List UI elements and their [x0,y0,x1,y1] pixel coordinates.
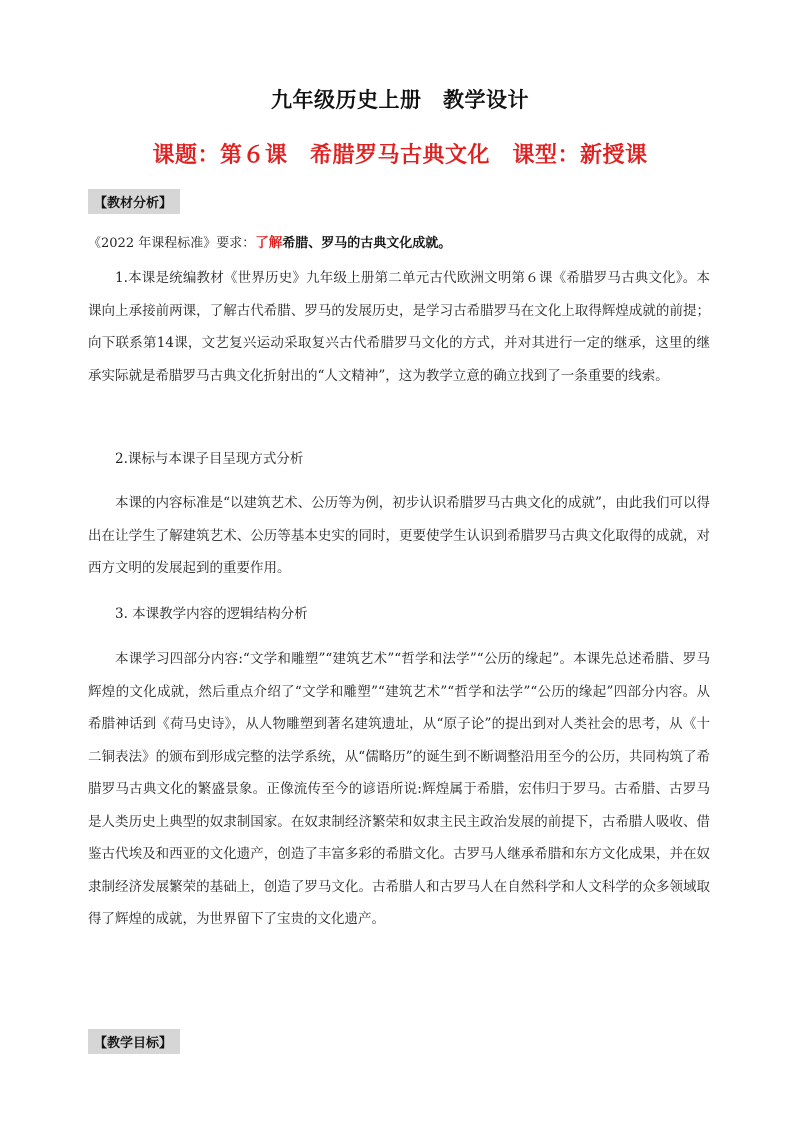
curriculum-standard-line [88,231,451,251]
paragraph-item-2: 本课的内容标准是“以建筑艺术、公历等为例，初步认识希腊罗马古典文化的成就”，由此我们可以得出在让学生了解建筑艺术、公历等基本史实的同时，更要使学生认识到希腊罗马古典文化取得的成就，对西方文明的发展起到的重要作用。 [88,495,710,576]
standard-keyword: 了解 [255,235,283,251]
paragraph-item-3: 本课学习四部分内容:“文学和雕塑”“建筑艺术”“哲学和法学”“公历的缘起”。本课先总述希腊、罗马辉煌的文化成就，然后重点介绍了“文学和雕塑”“建筑艺术”“哲学和法学”“公历的缘起”四部分内容。从希腊神话到《荷马史诗》，从人物雕塑到著名建筑遗址，从“原子论”的提出到对人类社会的思考，从《十二铜表法》的颁布到形成完整的法学系统，从“儒略历”的诞生到不断调整沿用至今的公历，共同构筑了希腊罗马古典文化的繁盛景象。正像流传至今的谚语所说:辉煌属于希腊，宏伟归于罗马。古希腊、古罗马是人类历史上典型的奴隶制国家。在奴隶制经济繁荣和奴隶主民主政治发展的前提下，古希腊人吸收、借鉴古代埃及和西亚的文化遗产，创造了丰富多彩的希腊文化。古罗马人继承希腊和东方文化成果，并在奴隶制经济发展繁荣的基础上，创造了罗马文化。古希腊人和古罗马人在自然科学和人文科学的众多领域取得了辉煌的成就，为世界留下了宝贵的文化遗产。 [88,651,710,927]
heading-item-2: 2.课标与本课子目呈现方式分析 [115,451,304,467]
section-tag-teaching-objectives: 【教学目标】 [88,1029,180,1054]
standard-prefix: 《2022 年课程标准》要求： [88,236,256,251]
lesson-subtitle: 课题：第６课 希腊罗马古典文化 课型：新授课 [152,142,648,168]
document-title: 九年级历史上册 教学设计 [271,87,529,112]
standard-requirement: 希腊、罗马的古典文化成就。 [282,236,452,251]
heading-item-3: 3. 本课教学内容的逻辑结构分析 [115,606,308,622]
paragraph-item-1: 1.本课是统编教材《世界历史》九年级上册第二单元古代欧洲文明第６课《希腊罗马古典文化》。本课向上承接前两课，了解古代希腊、罗马的发展历史，是学习古希腊罗马在文化上取得辉煌成就的前提；向下联系第14课，文艺复兴运动采取复兴古代希腊罗马文化的方式，并对其进行一定的继承，这里的继承实际就是希腊罗马古典文化折射出的“人文精神”，这为教学立意的确立找到了一条重要的线索。 [88,270,710,384]
section-tag-textbook-analysis: 【教材分析】 [88,189,180,214]
